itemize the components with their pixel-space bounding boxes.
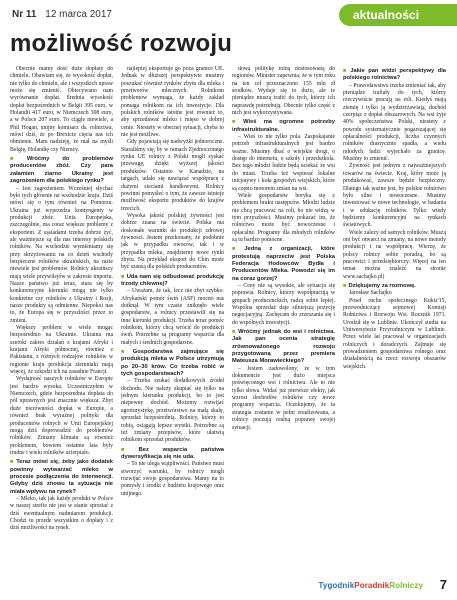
- paragraph: – Wieś to nie tylko pola. Zaspokajanie potrzeb infrastrukturalnych jest bardzo ważne. Musimy dbać o wiejskie drogi, o dostęp do internetu, o szkoły i przedszkola. Bez tego młodzi ludzie będą uciekać ze wsi do miast. Trzeba też wspierać lokalne inicjatywy i koła gospodyń wiejskich, które są często motorem zmian na wsi.: [232, 134, 335, 192]
- interview-question: ■ Gospodarstwa zajmujące się produkcją mleka w Polsce utrzymują po 20–30 krów. Co trzeba robić w tych gospodarstwach?: [121, 349, 224, 378]
- text-column-3: [232, 66, 335, 570]
- issue-prefix: Nr: [12, 9, 24, 20]
- page-header: [0, 0, 457, 30]
- paragraph: najlepiej eksportuje go poza granice UE. Jednak w dłuższej perspektywie musimy poszukać również rynków zbytu dla mleka i przetworów mlecznych. Rolnikom problemów wymaga, że każdy zakład pomaga rolnikom na ich inwestycje. Dla polskich rolników istotne jest również to, aby sprzedawać mleko i mięso w dobrej cenie. Niestety w obecnej sytuacji, chyba to nie jest możliwe.: [121, 66, 224, 139]
- section-tag: [339, 4, 457, 26]
- interview-question: ■ Teraz mówi się, żeby jako dodatek powinny wytwarzać mleko w procesie podłączenia do interwencji. Gdyby dziś znowu ta sytuacja nie miała wpływu na rynek?: [10, 459, 113, 495]
- paragraph: Żywność jest jednym z najważniejszych towarów na świecie. Kraj, który może ją produkować, zawsze będzie bezpieczny. Dlatego tak ważne jest, by polskie rolnictwo było silne i nowoczesne. Musimy inwestować w nowe technologie, w badania i w edukację rolników. Tylko wtedy będziemy konkurencyjni na rynkach światowych.: [343, 163, 446, 229]
- interview-question: ■ Bez wsparcia państwa dywersyfikacja się nie uda.: [121, 446, 224, 460]
- article-body: [10, 66, 447, 570]
- paragraph: Wydajność naszych rolników w Europie jest bardzo wysoka. Uczestniczyłem w Niemczech, gdzie bezpośrednia dopłata do pól uprawnych jest znacznie większa. Zbyt duże nierówności dopłat w Europie, a również brak wyraźnej polityki dla producentów rolnych w Unii Europejskiej mogą dziś doprowadzić do problemów rolników. Zmiany klimatu są również problemem, bowiem ostatnie lata były trudne i wielu rolników ucierpiało.: [10, 376, 113, 456]
- paragraph: – Trzeba szukać dodatkowych źródeł dochodu. Nie należy skupiać się tylko na jednym kierunku produkcji, bo to jest niepewny dochód. Możemy rozwijać agroturystykę, przetwórstwo na małą skalę, sprzedaż bezpośrednią. Rolnicy, którzy to robią, osiągają lepsze wyniki. Potrzebne są też zmiany przepisów, które ułatwią rolnikom sprzedaż produktów.: [121, 378, 224, 444]
- interview-question: ■ Wróćmy do problemów producentów zbóż. Czy para załamien ziarno Ukrainy jest zagrożeniem dla polskiego rynku?: [10, 156, 113, 185]
- paragraph: – To nie ulega wątpliwości. Państwo musi stworzyć warunki, by rolnicy mogli rozwijać swoje gospodarstwa. Mamy na to pomysły i środki z budżetu krajowego oraz unijnego.: [121, 461, 224, 497]
- interview-question: ■ Wróćmy jednak do wsi i rolnictwa. Jak pan ocenia strategię zrównoważonego rozwoju przygotowaną przez premiera Mateusza Morawieckiego?: [232, 329, 335, 365]
- question-bullet-icon: ■: [121, 273, 125, 280]
- paragraph: – Uważam, że tak, lecz nie zbyt szybko. Afrykański pomór świń (ASF) mocno nas dotknął. W tym czasie zniknęło wiele gospodarstw, a rolnicy przestawili się na inne kierunki produkcji. Trzeba teraz pomóc rolnikom, którzy chcą wrócić do produkcji świń. Potrzebne są programy wsparcia dla małych i średnich gospodarstw.: [121, 288, 224, 346]
- brand-part-1: Tygodnik: [318, 581, 355, 590]
- paragraph: – Jest zagrożeniem. Wcześniej słychać było tych głównie na wschodzie kraju. Dziś mówi się o tym również na Pomorzu. Ukraina już wyprzedza kontyngenty w produkcji zbóż. Unia Europejska, zszczególnie, ma coraz większe problemy z eksportem. Z sąsiadami trzeba dobrze żyć, ale ważniejsze są dla nas interesy polskich rolników. Na wschodzie wymieniamy się przy skrzyżowaniu na co dzień wschody bezpieczne rolników ukraińskich, na razie niewiele jest problemów. Rolnicy ukraińscy mają wiele przywilejów w zakresie importu. Nasze państwo już teraz, stara się by konkurencyjne kierunki mogą nie tylko konkretne czy rolników z Ukrainy i Rosji, nasze produkty są odmienne. Niepokoi nas to, że Europa się w przyszłości przez to zmieni.: [10, 185, 113, 324]
- paragraph: Jarosław Sachajko: [349, 290, 392, 297]
- interview-question: ■ Jakie pan widzi perspektywy dla polskiego rolnictwa?: [343, 68, 446, 82]
- question-bullet-icon: ■: [232, 246, 243, 253]
- paragraph: Wysoka jakość polskiej żywności jest dobrze znana na świecie. Polska ma doskonałe warunki do produkcji zdrowej żywności. Jestem przekonany, że podobnie jak w przypadku owoców, tak i w przypadku mleka, znajdziemy nowe rynki zbytu. Na przykład eksport do Chin może być szansą dla polskich producentów.: [121, 212, 224, 271]
- paragraph: – Jestem zadowolony, że w tym dokumencie jest dużo miejsca poświęconego wsi i rolnictwu. Ale to nie tylko słowa. Widać już pierwsze efekty, jak wzrost dochodów rolników czy nowe programy wsparcia. Oczekujemy, że ta strategia zostanie w pełni zrealizowana, a rolnicy poczują realną poprawę swojej sytuacji.: [232, 365, 335, 431]
- paragraph: Gdy pojawiają się nadwyżki jednoroczne. Staraliśmy się, by w ramach Zjednoczonego rynku UE rolnicy z Polski mogli zyskać przewagę, dzięki wyższej jakości produktów. Ostatnio w Kanadzie, na targach, udało się nawiązać współpracę z dużymi sieciami handlowymi. Rolnicy powinni pomyśleć o tym, że zawsze istnieje możliwość eksportu produktów do krajów trzecich.: [121, 139, 224, 212]
- issue-number: 11: [25, 9, 37, 20]
- text-column-1: [10, 66, 113, 570]
- section-label: aktualności: [353, 8, 420, 22]
- paragraph: Poseł ruchu społecznego Kukiz'15, przewodniczący sejmowej Komisji Rolnictwa i Rozwoju Wsi. Rocznik 1971. Urodził się w Lublinie. Ukończył studia na Uniwersytecie Przyrodniczym w Lublinie. Przez wiele lat pracował w organizacjach rolniczych i doradczych. Zajmuje się prowadzeniem gospodarstwa rolnego oraz działalnością na rzecz rozwoju obszarów wiejskich.: [343, 297, 446, 370]
- interview-question: ■ Dziękujemy za rozmowę.: [343, 282, 416, 289]
- question-bullet-icon: ■: [10, 459, 15, 466]
- interview-question: ■ Wieś ma ogromne potrzeby infrastrukturalne.: [232, 119, 335, 133]
- question-bullet-icon: ■: [232, 329, 237, 336]
- question-bullet-icon: ■: [232, 119, 242, 126]
- paragraph: – Mleko, tak jak każdy produkt w Polsce w naszej strefie nie jest w stanie sprostać z dziś ewentualnym nadmiarem produkcji. Chodzi tu przede wszystkim o dopłaty i z dziś możliwości na rynek.: [10, 495, 113, 532]
- interview-question: ■ Jedną z organizacji, które protestują naprzeciw jest Polska Federacja Hodowców Bydła i Producentów Mleka. Powodzi się im na coraz gorzej?: [232, 246, 335, 282]
- paragraph: dową politykę rolną dostosowaną do regionów. Minister zapewnia, że w tym roku na ten cel przeznaczono 155 mln zł środków. Wydaje się to dużo, ale te pieniądze muszą trafić do tych, którzy ich naprawdę potrzebują. Obecnie tylko część z nich jest wykorzystywana.: [232, 66, 335, 117]
- article-headline: możliwość rozwoju: [10, 30, 233, 57]
- paragraph: Wiele zależy od samych rolników. Muszą oni być otwarci na zmiany, na nowe metody produkcji i na współpracę. Wierzę, że polscy rolnicy sobie poradzą, bo są pracowici i przedsiębiorczy. Więcej na ten temat można znaleźć na stronie www.sachajko.pl): [343, 229, 446, 280]
- interview-question: ■ Uda nam się odbudować produkcję trzody chlewnej?: [121, 273, 224, 287]
- question-bullet-icon: ■: [10, 156, 25, 163]
- question-bullet-icon: ■: [121, 349, 131, 356]
- question-bullet-icon: ■: [343, 68, 349, 74]
- text-column-4: [343, 66, 446, 570]
- paragraph: – Prawodawstwo trzeba zmieniać tak, aby pieniądze trafiały do tych, którzy rzeczywiście pracują na roli. Kiedyś mają ziemię i tylko ją wydzierżawiają, dochód czerpiąc z dopłat obszarowych. Na wsi żyje 40% społeczeństwa Polski, niestety z powodu systematycznie pogarszającej się opłacalności produkcji, liczba czynnych rolników drastycznie spadła, a wielu młodych ludzi wyjechało za granicę. Musimy to zmienić.: [343, 82, 446, 163]
- publication-brand: [319, 581, 424, 590]
- question-bullet-icon: ■: [343, 282, 347, 289]
- brand-part-3: Rolniczy: [389, 581, 423, 590]
- paragraph: Większy problem w wiele mogąc bezpośrednio na Ukrainie. Ukraina ma szeroki zakres działań z krajami Afryki i krajami Afryki północnej, również z Pakistanu, z różnych rodzajów rolników w regionie kraju produkcja ziemniaki mają więcej, że szkodzi ich na zasadnie Francji.: [10, 325, 113, 376]
- page-footer: [0, 574, 457, 600]
- question-bullet-icon: ■: [121, 446, 137, 453]
- page-number: 7: [439, 577, 447, 592]
- paragraph: Obecnie mamy dość duże dopłaty do chmielu. Obawiam się, że wysokość dopłat, nie tylko do chmielu, ale i wszystkich upraw może się zmienić. Obiecywano nam wyrównanie dopłat. Średnia wysokość dopłat bezpośrednich w Belgii 395 euro, w Holandii 417 euro, w Niemczech 308 euro, a w Polsce 207 euro. To ciągle niewiele, a Phil Hogan, unijny komisarz ds. rolnictwa, mówi dziś, że po Brexicie cięcia nas ich obmienie. Mam nadzieję, że mał na myśli Belgię, Holandię czy Niemcy.: [10, 66, 113, 153]
- text-column-2: [121, 66, 224, 570]
- brand-part-2: Poradnik: [354, 581, 390, 590]
- paragraph: – Ceny nie są wysokie, ale sytuacja się poprawia. Rolnicy, którzy współpracują w grupach producenckich, radzą sobie lepiej. Wspólna sprzedaż daje silniejszą pozycję negocjacyjną. Zachęcam do zrzeszania się i do wspólnych inwestycji.: [232, 282, 335, 326]
- paragraph: Wiele gospodarstw boryka się z problemem braku następców. Młodzi ludzie nie chcą pracować na roli, bo nie widzą w tym przyszłości. Musimy pokazać im, że rolnictwo może być nowoczesne i opłacalne. Programy dla młodych rolników są tu bardzo pomocne.: [232, 192, 335, 243]
- issue-info: [12, 9, 112, 20]
- issue-date: 12 marca 2017: [45, 9, 112, 20]
